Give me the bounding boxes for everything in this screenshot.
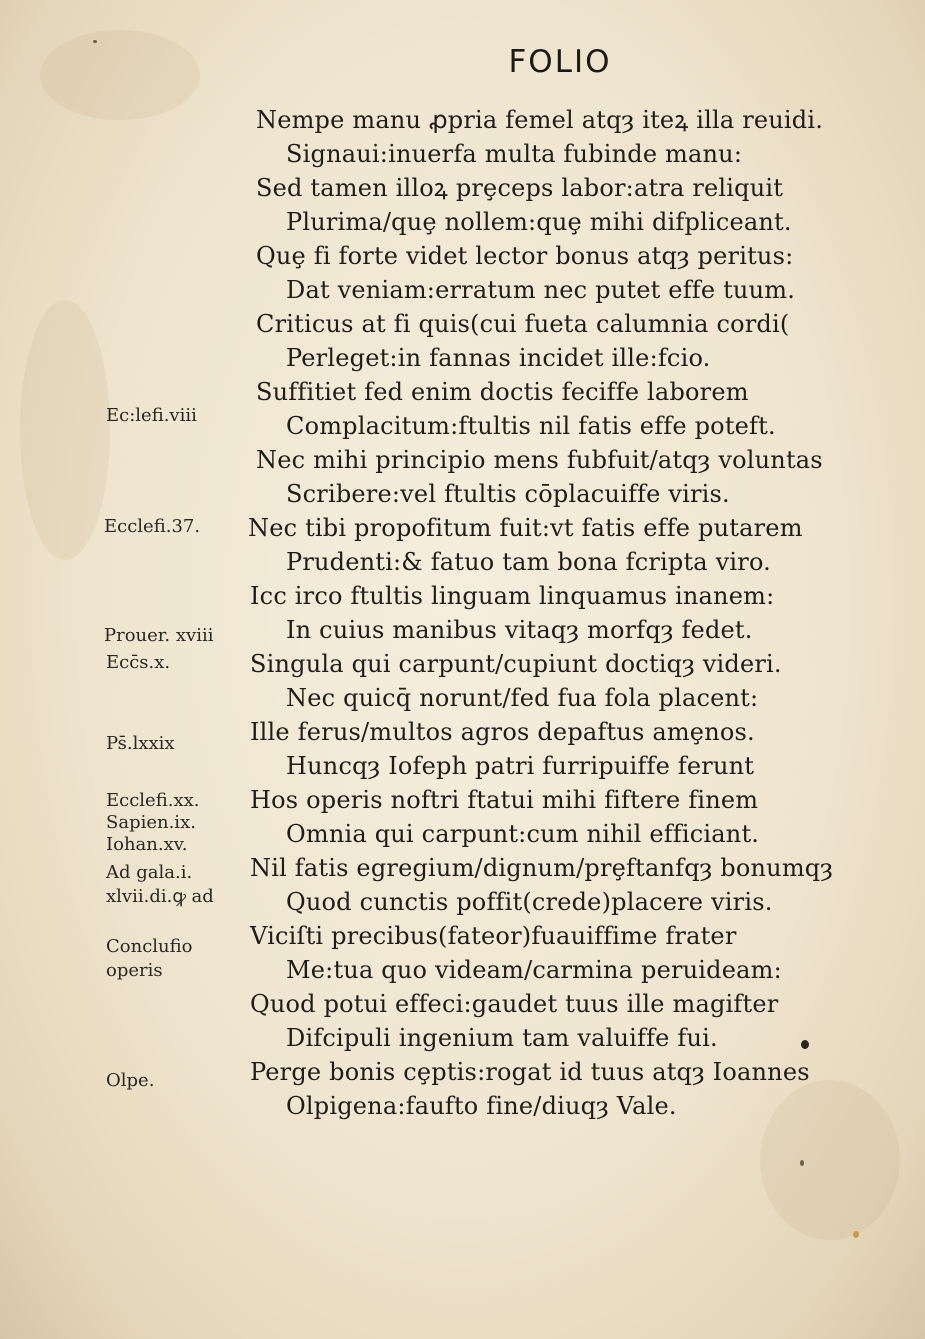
verse-line: Difcipuli ingenium tam valuiffe fui. xyxy=(286,1024,718,1052)
margin-gloss: Ps̄.lxxix xyxy=(106,733,175,754)
margin-gloss: Ecclefi.xx. xyxy=(106,790,200,811)
margin-gloss: Ad gala.i. xyxy=(106,862,193,883)
verse-line: Quod cunctis poffit(crede)placere viris. xyxy=(286,888,773,916)
verse-line: Signaui:inuerfa multa fubinde manu: xyxy=(286,140,743,168)
margin-gloss: operis xyxy=(106,960,163,981)
paper-stain xyxy=(760,1080,900,1240)
folio-header: FOLIO xyxy=(508,44,612,80)
margin-gloss: Ec:lefi.viii xyxy=(106,405,197,426)
verse-line: Omnia qui carpunt:cum nihil efficiant. xyxy=(286,820,760,848)
verse-line: Nempe manu ꝓpria femel atqȝ iteꝝ illa reuidi. xyxy=(256,106,824,134)
ink-speck xyxy=(93,40,97,43)
verse-line: Dat veniam:erratum nec putet effe tuum. xyxy=(286,276,796,304)
paper-stain xyxy=(40,30,200,120)
verse-line: Nec mihi principio mens fubfuit/atqȝ voluntas xyxy=(256,446,823,474)
verse-line: Icc irco ftultis linguam linquamus inanem: xyxy=(250,582,775,610)
verse-line: Perge bonis cȩptis:rogat id tuus atqȝ Ioannes xyxy=(250,1058,810,1086)
margin-gloss: Sapien.ix. xyxy=(106,812,196,833)
ink-speck xyxy=(800,1160,804,1166)
verse-line: Singula qui carpunt/cupiunt doctiqȝ videri. xyxy=(250,650,782,678)
verse-line: In cuius manibus vitaqȝ morfqȝ fedet. xyxy=(286,616,753,644)
ink-dot xyxy=(801,1040,809,1049)
verse-line: Perleget:in fannas incidet ille:fcio. xyxy=(286,344,711,372)
margin-gloss: Olpe. xyxy=(106,1070,155,1091)
margin-gloss: Ecclefi.37. xyxy=(104,516,201,537)
verse-line: Plurima/quȩ nollem:quȩ mihi difpliceant. xyxy=(286,208,792,236)
verse-line: Viciſti precibus(fateor)fuauiffime frater xyxy=(250,922,737,950)
verse-line: Sed tamen illoꝝ prȩceps labor:atra reliquit xyxy=(256,174,784,202)
verse-line: Nec quicq̄ norunt/fed fua fola placent: xyxy=(286,684,759,712)
margin-gloss: Ecc̄s.x. xyxy=(106,652,171,673)
ink-speck xyxy=(853,1231,859,1238)
margin-gloss: xlvii.di.ꝙ ad xyxy=(106,886,214,907)
margin-gloss: Prouer. xviii xyxy=(104,625,214,646)
verse-line: Scribere:vel ftultis cōplacuiffe viris. xyxy=(286,480,730,508)
margin-gloss: Iohan.xv. xyxy=(106,834,188,855)
verse-line: Suffitiet fed enim doctis feciffe laborem xyxy=(256,378,749,406)
verse-line: Nec tibi propofitum fuit:vt fatis effe putarem xyxy=(248,514,803,542)
verse-line: Prudenti:& fatuo tam bona fcripta viro. xyxy=(286,548,771,576)
verse-line: Criticus at fi quis(cui fueta calumnia cordi( xyxy=(256,310,790,338)
verse-line: Olpigena:faufto fine/diuqȝ Vale. xyxy=(286,1092,677,1120)
verse-line: Hos operis noftri ftatui mihi fiftere finem xyxy=(250,786,759,814)
verse-line: Me:tua quo videam/carmina peruideam: xyxy=(286,956,782,984)
verse-line: Complacitum:ftultis nil fatis effe poteft. xyxy=(286,412,776,440)
paper-stain xyxy=(20,300,110,560)
verse-line: Nil fatis egregium/dignum/prȩftanfqȝ bonumqȝ xyxy=(250,854,834,882)
verse-line: Quȩ fi forte videt lector bonus atqȝ peritus: xyxy=(256,242,794,270)
verse-line: Huncqȝ Iofeph patri furripuiffe ferunt xyxy=(286,752,755,780)
verse-line: Quod potui effeci:gaudet tuus ille magifter xyxy=(250,990,779,1018)
verse-line: Ille ferus/multos agros depaftus amȩnos. xyxy=(250,718,755,746)
margin-gloss: Conclufio xyxy=(106,936,193,957)
